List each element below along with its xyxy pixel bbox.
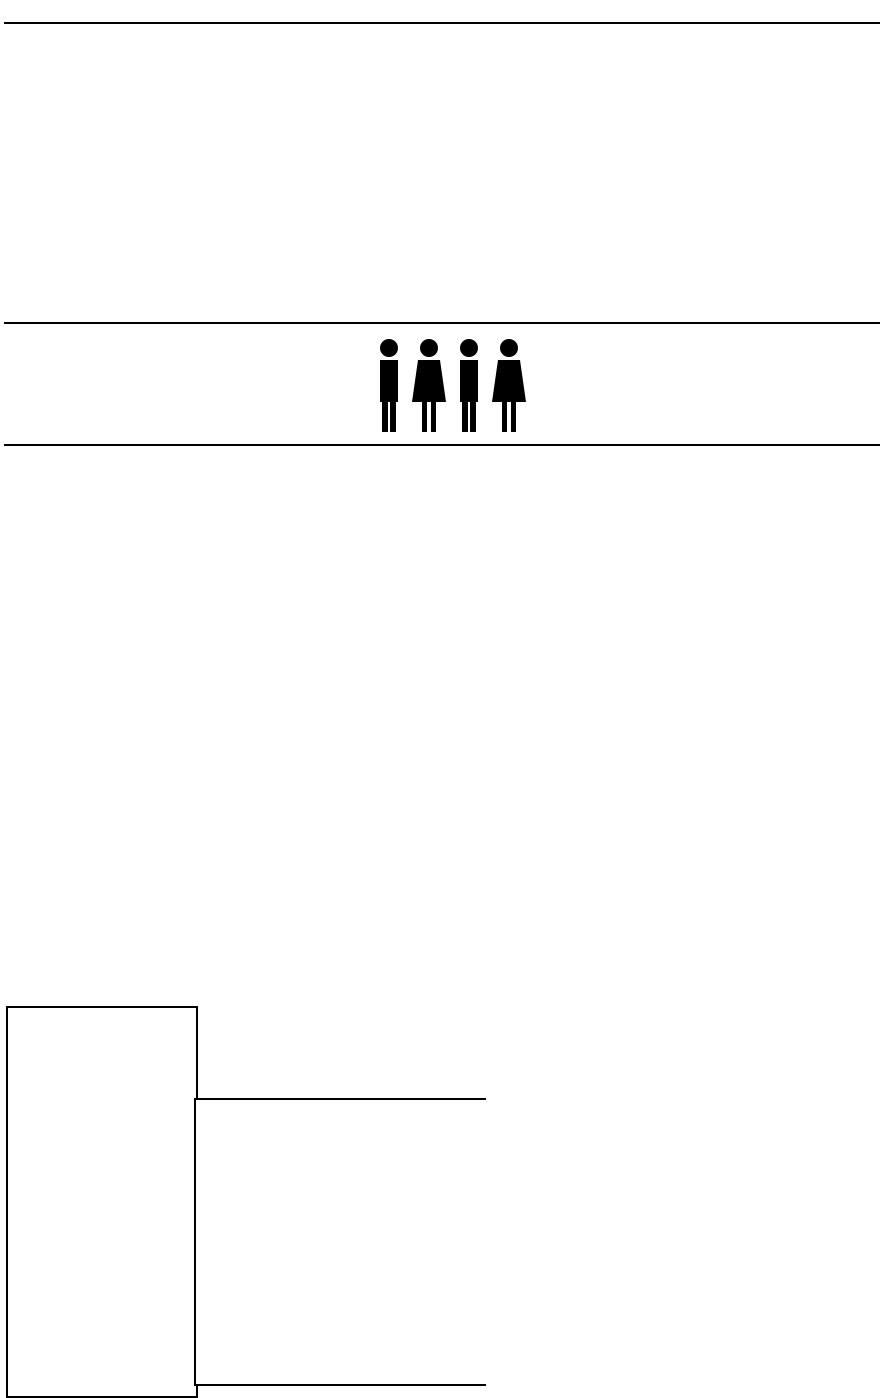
masthead <box>4 4 880 24</box>
people-illustration <box>364 330 534 438</box>
loehmanns-ad <box>6 1006 198 1398</box>
top-classifieds <box>4 26 880 316</box>
general-management-ad <box>486 1092 578 1388</box>
employment-banner <box>4 322 880 446</box>
